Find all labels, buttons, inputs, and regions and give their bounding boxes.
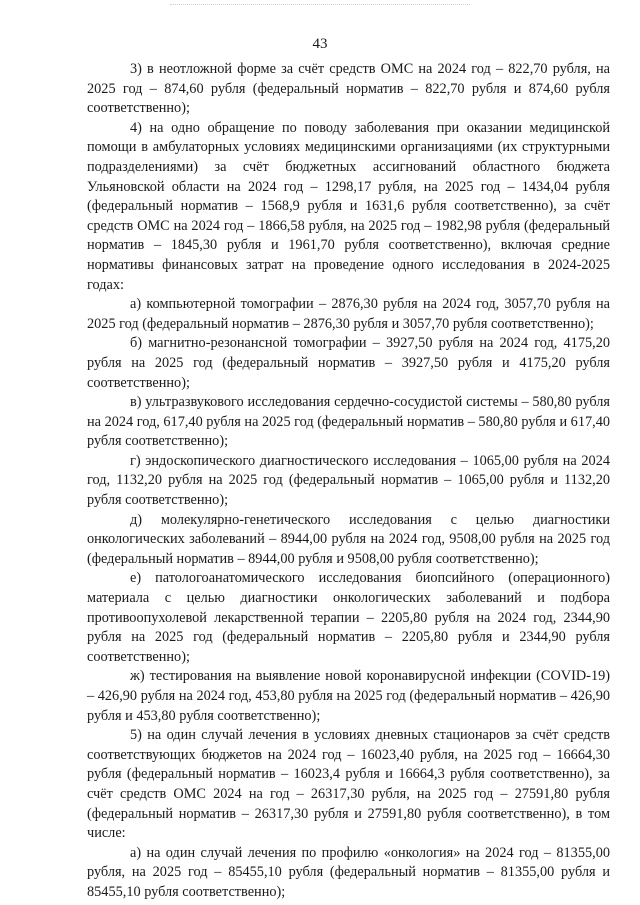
scan-artifact xyxy=(170,4,470,8)
paragraph-item-4e: е) патологоанатомического исследования биопсийного (операционного) материала с целью диагностики онкологических заболеваний и подбора противоопухолевой лекарственной терапии – 2205,80 рубля на 2024 год, 2344,90 рубля на 2025 год (федеральный норматив – 2205,80 рубля и 2344,90 рубля соответственно); xyxy=(87,570,610,665)
paragraph-item-4: 4) на одно обращение по поводу заболевания при оказании медицинской помощи в амбулаторных условиях медицинскими организациями (их структурными подразделениями) за счёт бюджетных ассигнований областного бюджета Ульяновской области на 2024 год – 1298,17 рубля, на 2025 год – 1434,04 рубля (федеральный норматив – 1568,9 рубля и 1631,6 рубля соответственно), за счёт средств ОМС на 2024 год – 1866,58 рубля, на 2025 год – 1982,98 рубля (федеральный норматив – 1845,30 рубля и 1961,70 рубля соответственно), включая средние нормативы финансовых затрат на проведение одного исследования в 2024-2025 годах: xyxy=(87,119,610,293)
paragraph-item-5a: а) на один случай лечения по профилю «онкология» на 2024 год – 81355,00 рубля, на 2025 год – 85455,10 рубля (федеральный норматив – 81355,00 рубля и 85455,10 рубля соответственно); xyxy=(87,844,610,900)
paragraph-item-4b: б) магнитно-резонансной томографии – 3927,50 рубля на 2024 год, 4175,20 рубля на 2025 год (федеральный норматив – 3927,50 рубля и 4175,20 рубля соответственно); xyxy=(87,335,610,391)
paragraph-item-4zh: ж) тестирования на выявление новой коронавирусной инфекции (COVID-19) – 426,90 рубля на 2024 год, 453,80 рубля на 2025 год (федеральный норматив – 426,90 рубля и 453,80 рубля соответственно); xyxy=(87,668,610,724)
paragraph-item-4a: а) компьютерной томографии – 2876,30 рубля на 2024 год, 3057,70 рубля на 2025 год (федеральный норматив – 2876,30 рубля и 3057,70 рубля соответственно); xyxy=(87,296,610,332)
document-body xyxy=(87,60,610,903)
paragraph-item-4v: в) ультразвукового исследования сердечно-сосудистой системы – 580,80 рубля на 2024 год, 617,40 рубля на 2025 год (федеральный норматив – 580,80 рубля и 617,40 рубля соответственно); xyxy=(87,394,610,450)
paragraph-item-4g: г) эндоскопического диагностического исследования – 1065,00 рубля на 2024 год, 1132,20 рубля на 2025 год (федеральный норматив – 1065,00 рубля и 1132,20 рубля соответственно); xyxy=(87,452,610,509)
page-number: 43 xyxy=(312,36,328,52)
paragraph-item-5: 5) на один случай лечения в условиях дневных стационаров за счёт средств соответствующих бюджетов на 2024 год – 16023,40 рубля, на 2025 год – 16664,30 рубля (федеральный норматив – 16023,4 рубля и 16664,3 рубля соответственно), за счёт средств ОМС 2024 на год – 26317,30 рубля, на 2025 год – 27591,80 рубля (федеральный норматив – 26317,30 рубля и 27591,80 рубля соответственно), в том числе: xyxy=(87,727,610,842)
paragraph-item-4d: д) молекулярно-генетического исследования с целью диагностики онкологических заболеваний – 8944,00 рубля на 2024 год, 9508,00 рубля на 2025 год (федеральный норматив – 8944,00 рубля и 9508,00 рубля соответственно); xyxy=(87,511,610,567)
paragraph-item-3: 3) в неотложной форме за счёт средств ОМС на 2024 год – 822,70 рубля, на 2025 год – 874,60 рубля (федеральный норматив – 822,70 рубля и 874,60 рубля соответственно); xyxy=(87,61,610,117)
